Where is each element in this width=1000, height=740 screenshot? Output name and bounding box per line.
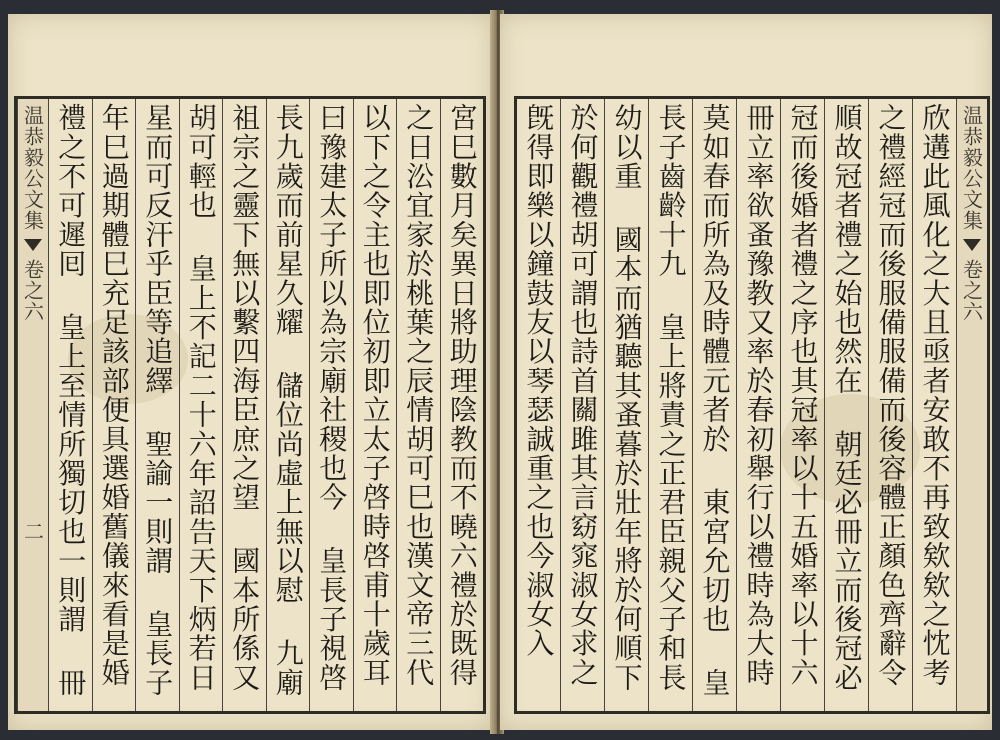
column-text: 胡可輕也 皇上不記二十六年詔告天下炳若日	[184, 103, 218, 692]
column-text: 年巳過期體巳充足該部便具選婚舊儀來看是婚	[97, 103, 131, 687]
folio-number: 二	[20, 521, 45, 541]
book-title: 温恭毅公文集	[959, 105, 984, 231]
text-column	[440, 99, 484, 711]
column-text: 禮之不可遲囘 皇上至情所獨切也一則謂 冊	[54, 103, 88, 697]
column-text: 以下之令主也即位初即立太子啓時啓甫十歲耳	[358, 103, 392, 687]
text-column	[179, 99, 223, 711]
fish-tail-mark	[24, 239, 42, 251]
column-text: 長子齒齡十九 皇上將責之正君臣親父子和長	[654, 103, 688, 692]
text-column	[560, 99, 604, 711]
text-column	[135, 99, 179, 711]
chapter-label: 卷之六	[959, 259, 984, 322]
fish-tail-mark	[963, 239, 981, 251]
column-text: 之禮經冠而後服備服備而後容體正顏色齊辭令	[874, 103, 908, 687]
text-column	[48, 99, 92, 711]
column-text: 於何觀禮胡可謂也詩首關雎其言窈窕淑女求之	[566, 103, 600, 687]
column-text: 幼以重 國本而猶聽其蚤暮於壯年將於何順下	[610, 103, 644, 692]
text-column	[309, 99, 353, 711]
text-column	[868, 99, 912, 711]
left-page	[8, 14, 492, 730]
text-column	[517, 99, 560, 711]
column-text: 之日㳂宜家於桃葉之辰情胡可巳也漢文帝三代	[402, 103, 436, 687]
right-text-frame	[514, 96, 990, 714]
left-margin-strip	[17, 99, 48, 711]
text-column	[604, 99, 648, 711]
text-column	[353, 99, 397, 711]
text-column	[912, 99, 956, 711]
column-text: 旣得即樂以鐘鼓友以琴瑟誠重之也今淑女入	[522, 103, 556, 658]
column-text: 宮巳數月矣異日將助理陰教而不曉六禮於既得	[445, 103, 479, 687]
column-text: 祖宗之靈下無以繫四海臣庶之望 國本所係又	[228, 103, 262, 692]
column-text: 長九歲而前星久耀 儲位尚虛上無以慰 九廟	[271, 103, 305, 697]
right-margin-strip	[956, 99, 987, 711]
text-column	[692, 99, 736, 711]
column-text: 曰豫建太子所以為宗廟社稷也今 皇長子視啓	[315, 103, 349, 692]
right-page	[500, 14, 992, 730]
text-column	[736, 99, 780, 711]
book-title: 温恭毅公文集	[20, 105, 45, 231]
text-column	[824, 99, 868, 711]
column-text: 冠而後婚者禮之序也其冠率以十五婚率以十六	[786, 103, 820, 687]
column-text: 星而可反汗乎臣等追繹 聖諭一則謂 皇長子	[141, 103, 175, 697]
column-text: 莫如春而所為及時體元者於 東宮允切也 皇	[698, 103, 732, 697]
text-column	[648, 99, 692, 711]
text-column	[780, 99, 824, 711]
text-column	[396, 99, 440, 711]
left-text-frame	[14, 96, 486, 714]
text-column	[222, 99, 266, 711]
column-text: 順故冠者禮之始也然在 朝廷必冊立而後冠必	[830, 103, 864, 692]
column-text: 冊立率欲蚤豫教又率於春初舉行以禮時為大時	[742, 103, 776, 687]
text-column	[266, 99, 310, 711]
chapter-label: 卷之六	[20, 259, 45, 322]
text-column	[92, 99, 136, 711]
column-text: 欣遘此風化之大且亟者安敢不再致欸欸之忱考	[918, 103, 952, 687]
